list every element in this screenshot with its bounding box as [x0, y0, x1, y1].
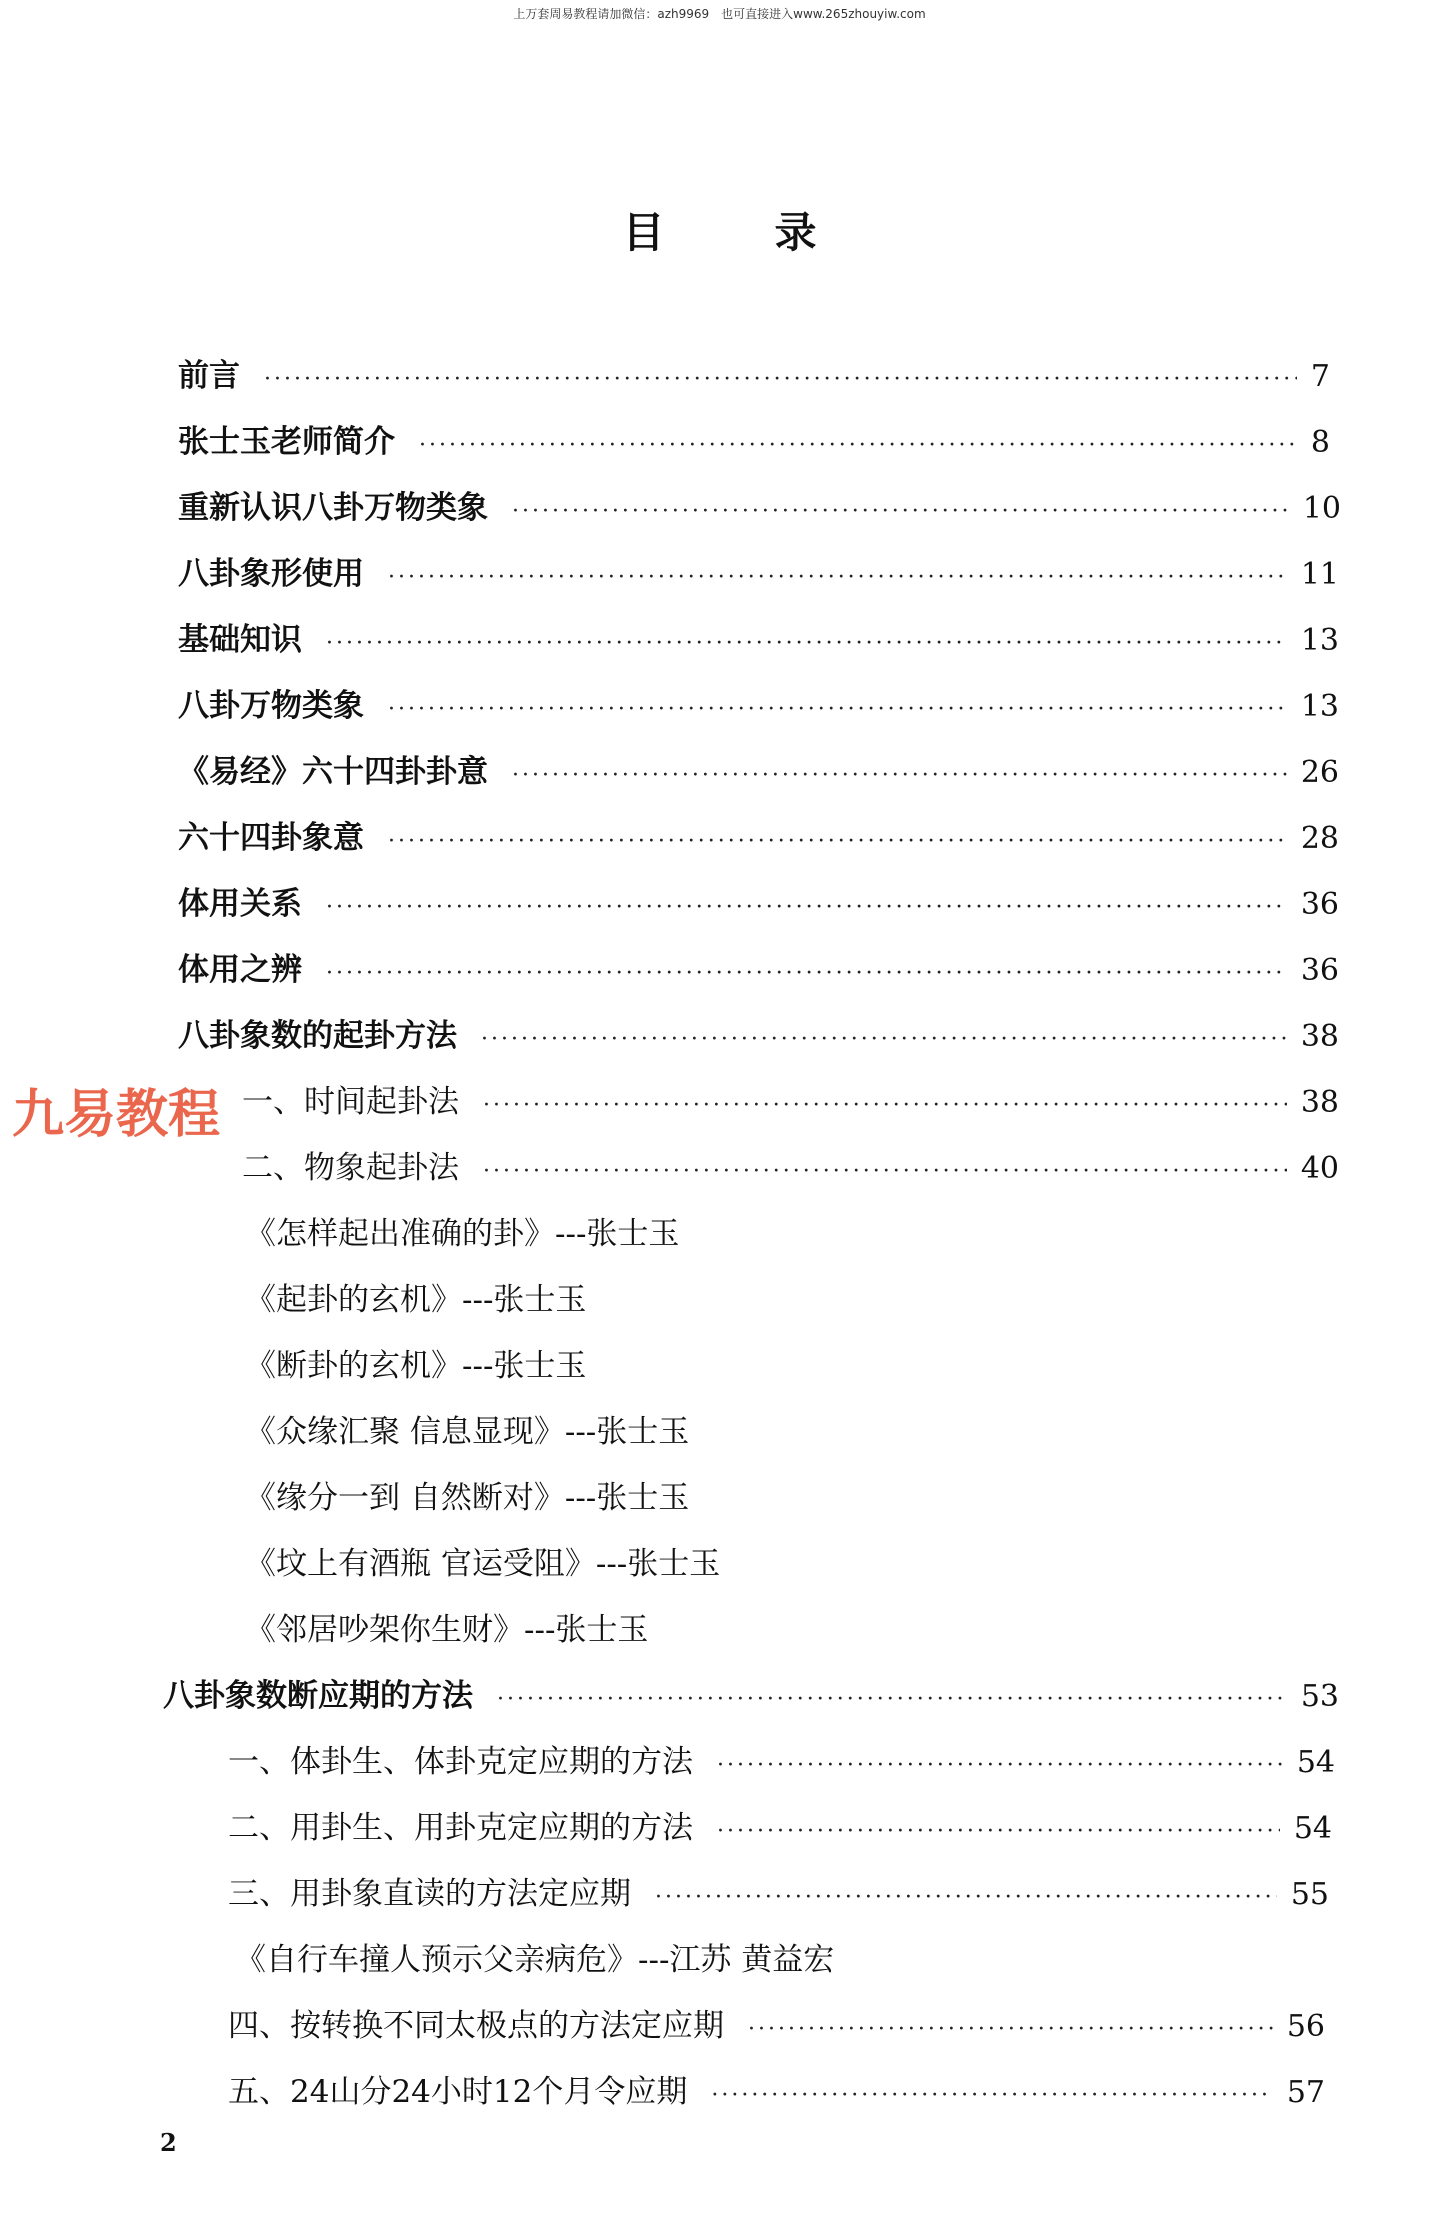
toc-entry-page: 54 [1296, 1745, 1335, 1780]
toc-entry[interactable] [228, 1736, 1335, 1781]
toc-entry-label: 《邻居吵架你生财》---张士玉 [245, 1612, 649, 1648]
toc-entry[interactable] [178, 1010, 1339, 1055]
toc-entry-page: 7 [1310, 359, 1330, 394]
toc-entry-label: 八卦万物类象 [178, 688, 364, 724]
dot-leader [326, 631, 1287, 656]
toc-entry-label: 八卦象数断应期的方法 [163, 1678, 473, 1714]
toc-entry-label: 二、物象起卦法 [242, 1150, 459, 1186]
toc-entry-label: 《自行车撞人预示父亲病危》---江苏 黄益宏 [235, 1942, 835, 1978]
toc-entry-label: 五、24山分24小时12个月令应期 [228, 2074, 688, 2110]
page-title: 目录 [622, 208, 927, 257]
dot-leader [655, 1885, 1277, 1910]
toc-entry-page: 36 [1300, 953, 1339, 988]
toc-entry-page: 38 [1300, 1085, 1339, 1120]
toc-article[interactable] [245, 1208, 679, 1253]
toc-entry-page: 40 [1300, 1151, 1339, 1186]
toc-entry-page: 26 [1300, 755, 1339, 790]
toc-entry-page: 13 [1300, 689, 1339, 724]
toc-entry-label: 《起卦的玄机》---张士玉 [245, 1282, 587, 1318]
toc-entry-label: 六十四卦象意 [178, 820, 364, 856]
toc-entry-label: 基础知识 [178, 622, 302, 658]
toc-entry-label: 一、时间起卦法 [242, 1084, 459, 1120]
toc-entry-label: 张士玉老师简介 [178, 424, 395, 460]
toc-entry[interactable] [178, 680, 1339, 725]
header-banner: 上万套周易教程请加微信：azh9969 也可直接进入www.265zhouyiw.com [513, 7, 926, 21]
dot-leader [512, 499, 1289, 524]
dot-leader [711, 2083, 1272, 2108]
toc-entry-page: 13 [1300, 623, 1339, 658]
toc-entry-label: 一、体卦生、体卦克定应期的方法 [228, 1744, 693, 1780]
toc-article[interactable] [245, 1406, 689, 1451]
toc-entry-page: 38 [1300, 1019, 1339, 1054]
toc-entry[interactable] [178, 812, 1339, 857]
toc-entry-page: 57 [1286, 2075, 1325, 2110]
dot-leader [388, 565, 1287, 590]
toc-entry[interactable] [178, 878, 1339, 923]
toc-entry-page: 36 [1300, 887, 1339, 922]
toc-entry[interactable] [242, 1142, 1339, 1187]
dot-leader [481, 1027, 1287, 1052]
toc-entry-label: 《众缘汇聚 信息显现》---张士玉 [245, 1414, 690, 1450]
dot-leader [748, 2017, 1273, 2042]
dot-leader [512, 763, 1287, 788]
toc-article[interactable] [245, 1472, 689, 1517]
toc-entry[interactable] [163, 1670, 1339, 1715]
toc-entry[interactable] [178, 944, 1339, 989]
toc-article[interactable] [235, 1934, 834, 1979]
dot-leader [326, 895, 1287, 920]
toc-entry[interactable] [178, 350, 1330, 395]
toc-article[interactable] [245, 1340, 586, 1385]
dot-leader [264, 367, 1297, 392]
toc-entry-page: 11 [1300, 557, 1339, 592]
toc-entry-label: 《缘分一到 自然断对》---张士玉 [245, 1480, 690, 1516]
toc-entry-page: 28 [1300, 821, 1339, 856]
toc-entry-label: 重新认识八卦万物类象 [178, 490, 488, 526]
toc-entry-page: 54 [1293, 1811, 1332, 1846]
toc-entry-label: 《易经》六十四卦卦意 [178, 754, 488, 790]
toc-entry[interactable] [178, 614, 1339, 659]
toc-article[interactable] [245, 1274, 586, 1319]
dot-leader [717, 1819, 1280, 1844]
dot-leader [388, 697, 1287, 722]
dot-leader [419, 433, 1297, 458]
dot-leader [717, 1753, 1283, 1778]
toc-entry[interactable] [228, 1868, 1329, 1913]
toc-entry[interactable] [178, 548, 1339, 593]
dot-leader [483, 1093, 1287, 1118]
toc-entry-label: 《断卦的玄机》---张士玉 [245, 1348, 587, 1384]
toc-entry[interactable] [178, 482, 1341, 527]
toc-entry-page: 56 [1286, 2009, 1325, 2044]
toc-entry[interactable] [178, 416, 1330, 461]
toc-entry[interactable] [242, 1076, 1339, 1121]
toc-entry-label: 前言 [178, 358, 240, 394]
toc-article[interactable] [245, 1604, 648, 1649]
toc-entry[interactable] [228, 2000, 1325, 2045]
page-number: 2 [160, 2128, 177, 2157]
toc-entry-page: 55 [1290, 1877, 1329, 1912]
dot-leader [326, 961, 1287, 986]
toc-entry[interactable] [178, 746, 1339, 791]
dot-leader [388, 829, 1287, 854]
dot-leader [483, 1159, 1287, 1184]
dot-leader [497, 1687, 1287, 1712]
toc-entry-label: 《坟上有酒瓶 官运受阻》---张士玉 [245, 1546, 721, 1582]
toc-entry-label: 二、用卦生、用卦克定应期的方法 [228, 1810, 693, 1846]
toc-entry-page: 53 [1300, 1679, 1339, 1714]
toc-entry-label: 体用之辨 [178, 952, 302, 988]
toc-entry-label: 八卦象数的起卦方法 [178, 1018, 457, 1054]
toc-entry[interactable] [228, 1802, 1332, 1847]
toc-entry-page: 8 [1310, 425, 1330, 460]
toc-entry[interactable] [228, 2066, 1325, 2111]
toc-entry-label: 八卦象形使用 [178, 556, 364, 592]
toc-entry-label: 《怎样起出准确的卦》---张士玉 [245, 1216, 680, 1252]
toc-entry-label: 三、用卦象直读的方法定应期 [228, 1876, 631, 1912]
toc-entry-page: 10 [1302, 491, 1341, 526]
toc-entry-label: 体用关系 [178, 886, 302, 922]
watermark-logo: 九易教程 [12, 1085, 221, 1145]
toc-article[interactable] [245, 1538, 720, 1583]
toc-entry-label: 四、按转换不同太极点的方法定应期 [228, 2008, 724, 2044]
